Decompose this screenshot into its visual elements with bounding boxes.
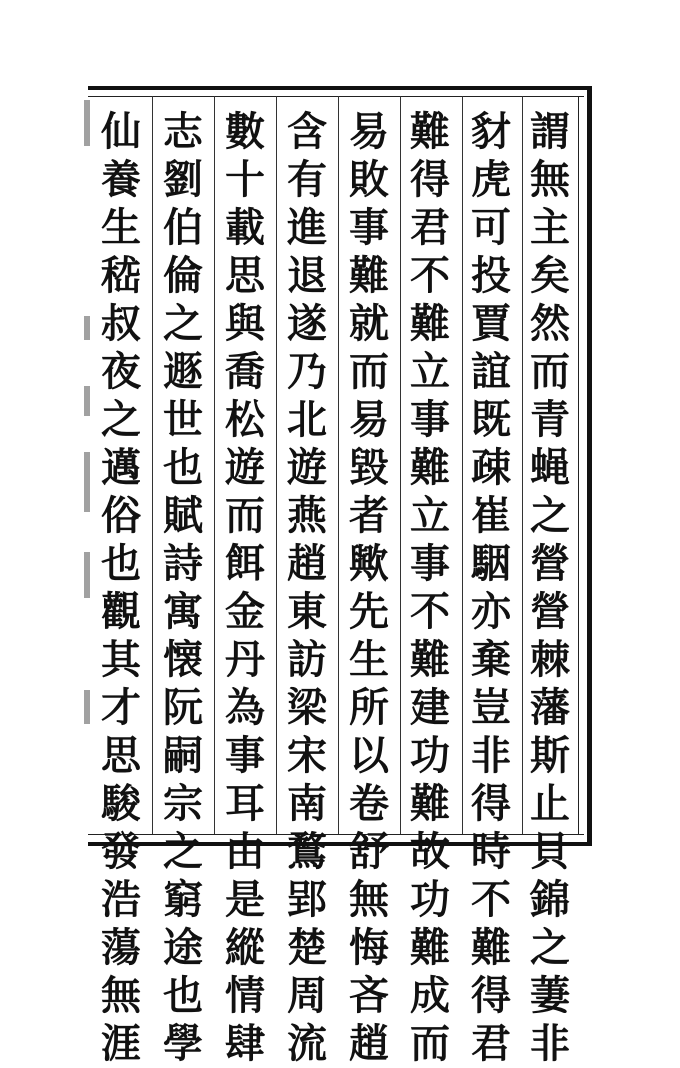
- glyph: 先: [349, 588, 389, 635]
- glyph: 金: [225, 588, 265, 635]
- glyph: 難: [410, 924, 450, 971]
- glyph: 無: [349, 876, 389, 923]
- glyph: 而: [410, 1020, 450, 1067]
- glyph: 夜: [101, 348, 141, 395]
- glyph: 生: [349, 636, 389, 683]
- text-column-5: [279, 108, 335, 1067]
- glyph: 楚: [287, 924, 327, 971]
- glyph: 崔: [471, 492, 511, 539]
- glyph: 也: [163, 444, 203, 491]
- glyph: 退: [287, 252, 327, 299]
- text-column-1: [522, 108, 578, 1067]
- glyph: 俗: [101, 492, 141, 539]
- glyph: 遯: [163, 348, 203, 395]
- glyph: 就: [349, 300, 389, 347]
- glyph: 伯: [163, 204, 203, 251]
- glyph: 周: [287, 972, 327, 1019]
- glyph: 毀: [349, 444, 389, 491]
- frame-inner-right: [578, 96, 579, 834]
- glyph: 難: [349, 252, 389, 299]
- glyph: 斯: [530, 732, 570, 779]
- glyph: 劉: [163, 156, 203, 203]
- glyph: 非: [530, 1020, 570, 1067]
- glyph: 不: [471, 876, 511, 923]
- glyph: 既: [471, 396, 511, 443]
- glyph: 遂: [287, 300, 327, 347]
- glyph: 然: [530, 300, 570, 347]
- glyph: 世: [163, 396, 203, 443]
- glyph: 功: [410, 732, 450, 779]
- glyph: 事: [410, 540, 450, 587]
- glyph: 由: [225, 828, 265, 875]
- glyph: 不: [410, 252, 450, 299]
- glyph: 遊: [287, 444, 327, 491]
- glyph: 以: [349, 732, 389, 779]
- glyph: 之: [530, 492, 570, 539]
- glyph: 途: [163, 924, 203, 971]
- glyph: 為: [225, 684, 265, 731]
- glyph: 喬: [225, 348, 265, 395]
- glyph: 可: [471, 204, 511, 251]
- glyph: 謂: [530, 108, 570, 155]
- glyph: 難: [410, 108, 450, 155]
- glyph: 流: [287, 1020, 327, 1067]
- glyph: 宋: [287, 732, 327, 779]
- glyph: 其: [101, 636, 141, 683]
- glyph: 疎: [471, 444, 511, 491]
- glyph: 才: [101, 684, 141, 731]
- glyph: 情: [225, 972, 265, 1019]
- glyph: 故: [410, 828, 450, 875]
- glyph: 難: [410, 300, 450, 347]
- glyph: 觀: [101, 588, 141, 635]
- glyph: 肆: [225, 1020, 265, 1067]
- glyph: 得: [471, 972, 511, 1019]
- column-rule: [214, 96, 215, 834]
- glyph: 難: [410, 636, 450, 683]
- glyph: 易: [349, 396, 389, 443]
- glyph: 君: [410, 204, 450, 251]
- glyph: 阮: [163, 684, 203, 731]
- glyph: 駿: [101, 780, 141, 827]
- glyph: 者: [349, 492, 389, 539]
- glyph: 營: [530, 540, 570, 587]
- glyph: 難: [410, 780, 450, 827]
- glyph: 窮: [163, 876, 203, 923]
- glyph: 思: [101, 732, 141, 779]
- glyph: 叔: [101, 300, 141, 347]
- glyph: 而: [530, 348, 570, 395]
- glyph: 郢: [287, 876, 327, 923]
- column-rule: [152, 96, 153, 834]
- glyph: 宗: [163, 780, 203, 827]
- glyph: 無: [530, 156, 570, 203]
- glyph: 所: [349, 684, 389, 731]
- glyph: 燕: [287, 492, 327, 539]
- glyph: 遊: [225, 444, 265, 491]
- column-rule: [276, 96, 277, 834]
- text-column-4: [341, 108, 397, 1067]
- glyph: 之: [530, 924, 570, 971]
- glyph: 賦: [163, 492, 203, 539]
- glyph: 縱: [225, 924, 265, 971]
- glyph: 卷: [349, 780, 389, 827]
- glyph: 詩: [163, 540, 203, 587]
- frame-inner-top: [88, 96, 584, 97]
- glyph: 志: [163, 108, 203, 155]
- glyph: 寓: [163, 588, 203, 635]
- glyph: 投: [471, 252, 511, 299]
- glyph: 止: [530, 780, 570, 827]
- column-rule: [338, 96, 339, 834]
- glyph: 梁: [287, 684, 327, 731]
- glyph: 是: [225, 876, 265, 923]
- glyph: 事: [349, 204, 389, 251]
- glyph: 邁: [101, 444, 141, 491]
- glyph: 涯: [101, 1020, 141, 1067]
- glyph: 舒: [349, 828, 389, 875]
- glyph: 訪: [287, 636, 327, 683]
- glyph: 進: [287, 204, 327, 251]
- glyph: 餌: [225, 540, 265, 587]
- glyph: 之: [163, 828, 203, 875]
- glyph: 松: [225, 396, 265, 443]
- glyph: 矣: [530, 252, 570, 299]
- glyph: 青: [530, 396, 570, 443]
- glyph: 得: [471, 780, 511, 827]
- glyph: 乃: [287, 348, 327, 395]
- glyph: 生: [101, 204, 141, 251]
- glyph: 悔: [349, 924, 389, 971]
- glyph: 君: [471, 1020, 511, 1067]
- glyph: 立: [410, 348, 450, 395]
- glyph: 之: [101, 396, 141, 443]
- glyph: 思: [225, 252, 265, 299]
- glyph: 十: [225, 156, 265, 203]
- glyph: 仙: [101, 108, 141, 155]
- glyph: 萋: [530, 972, 570, 1019]
- glyph: 事: [225, 732, 265, 779]
- text-column-7: [155, 108, 211, 1067]
- glyph: 與: [225, 300, 265, 347]
- glyph: 載: [225, 204, 265, 251]
- glyph: 得: [410, 156, 450, 203]
- glyph: 錦: [530, 876, 570, 923]
- glyph: 也: [101, 540, 141, 587]
- glyph: 無: [101, 972, 141, 1019]
- glyph: 非: [471, 732, 511, 779]
- glyph: 耳: [225, 780, 265, 827]
- glyph: 敗: [349, 156, 389, 203]
- glyph: 貝: [530, 828, 570, 875]
- glyph: 而: [225, 492, 265, 539]
- glyph: 不: [410, 588, 450, 635]
- glyph: 之: [163, 300, 203, 347]
- glyph: 難: [471, 924, 511, 971]
- glyph: 時: [471, 828, 511, 875]
- glyph: 浩: [101, 876, 141, 923]
- glyph: 吝: [349, 972, 389, 1019]
- glyph: 棘: [530, 636, 570, 683]
- glyph: 誼: [471, 348, 511, 395]
- glyph: 有: [287, 156, 327, 203]
- glyph: 藩: [530, 684, 570, 731]
- glyph: 蝇: [530, 444, 570, 491]
- glyph: 易: [349, 108, 389, 155]
- glyph: 營: [530, 588, 570, 635]
- glyph: 含: [287, 108, 327, 155]
- glyph: 歟: [349, 540, 389, 587]
- glyph: 嗣: [163, 732, 203, 779]
- glyph: 趙: [349, 1020, 389, 1067]
- glyph: 立: [410, 492, 450, 539]
- text-column-3: [402, 108, 458, 1067]
- glyph: 豺: [471, 108, 511, 155]
- glyph: 駰: [471, 540, 511, 587]
- glyph: 也: [163, 972, 203, 1019]
- glyph: 主: [530, 204, 570, 251]
- glyph: 丹: [225, 636, 265, 683]
- glyph: 南: [287, 780, 327, 827]
- glyph: 成: [410, 972, 450, 1019]
- glyph: 功: [410, 876, 450, 923]
- text-column-6: [217, 108, 273, 1067]
- glyph: 難: [410, 444, 450, 491]
- glyph: 學: [163, 1020, 203, 1067]
- glyph: 而: [349, 348, 389, 395]
- glyph: 懐: [163, 636, 203, 683]
- glyph: 發: [101, 828, 141, 875]
- glyph: 事: [410, 396, 450, 443]
- glyph: 北: [287, 396, 327, 443]
- glyph: 東: [287, 588, 327, 635]
- glyph: 建: [410, 684, 450, 731]
- glyph: 數: [225, 108, 265, 155]
- text-column-2: [463, 108, 519, 1067]
- glyph: 豈: [471, 684, 511, 731]
- glyph: 趙: [287, 540, 327, 587]
- glyph: 蕩: [101, 924, 141, 971]
- glyph: 虎: [471, 156, 511, 203]
- glyph: 養: [101, 156, 141, 203]
- glyph: 倫: [163, 252, 203, 299]
- glyph: 賈: [471, 300, 511, 347]
- glyph: 嵇: [101, 252, 141, 299]
- column-rule: [400, 96, 401, 834]
- glyph: 亦: [471, 588, 511, 635]
- glyph: 鶩: [287, 828, 327, 875]
- text-column-8: [93, 108, 149, 1067]
- glyph: 棄: [471, 636, 511, 683]
